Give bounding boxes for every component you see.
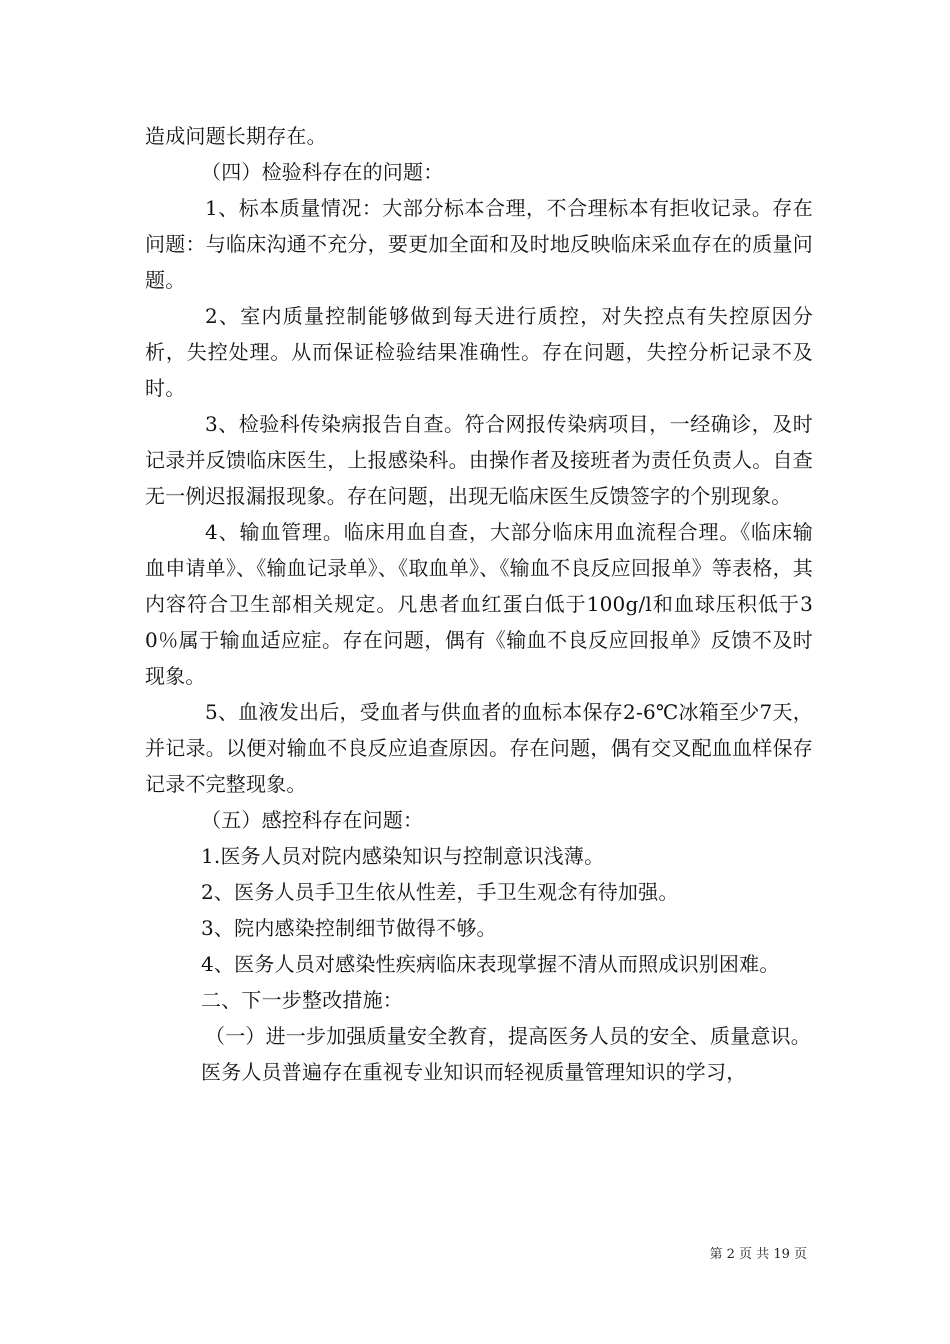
paragraph-next-steps-1: （一）进一步加强质量安全教育，提高医务人员的安全、质量意识。 (205, 1024, 811, 1048)
paragraph-lab-5: 5、血液发出后，受血者与供血者的血标本保存2-6℃冰箱至少7天，并记录。以便对输血不良反应追查原因。存在问题，偶有交叉配血血样保存记录不完整现象。 (145, 700, 813, 796)
paragraph-infection-4: 4、医务人员对感染性疾病临床表现掌握不清从而照成识别困难。 (201, 952, 780, 976)
paragraph-infection-1: 1.医务人员对院内感染知识与控制意识浅薄。 (201, 844, 605, 868)
paragraph-lab-3: 3、检验科传染病报告自查。符合网报传染病项目，一经确诊，及时记录并反馈临床医生，上报感染科。由操作者及接班者为责任负责人。自查无一例迟报漏报现象。存在问题，出现无临床医生反馈签字的个别现象。 (145, 412, 813, 508)
section-heading-lab: （四）检验科存在的问题： (201, 160, 444, 184)
section-heading-next-steps: 二、下一步整改措施： (201, 988, 403, 1012)
section-heading-infection-control: （五）感控科存在问题： (201, 808, 424, 832)
paragraph-infection-3: 3、院内感染控制细节做得不够。 (201, 916, 497, 940)
paragraph-infection-2: 2、医务人员手卫生依从性差，手卫生观念有待加强。 (201, 880, 679, 904)
paragraph-continuation: 造成问题长期存在。 (145, 124, 327, 148)
paragraph-lab-2: 2、室内质量控制能够做到每天进行质控，对失控点有失控原因分析，失控处理。从而保证检验结果准确性。存在问题，失控分析记录不及时。 (145, 304, 813, 400)
page-number-footer: 第 2 页 共 19 页 (709, 1247, 807, 1262)
paragraph-lab-4: 4、输血管理。临床用血自查，大部分临床用血流程合理。《临床输血申请单》、《输血记录单》、《取血单》、《输血不良反应回报单》等表格，其内容符合卫生部相关规定。凡患者血红蛋白低于100g/l和血球压积低于30％属于输血适应症。存在问题，偶有《输血不良反应回报单》反馈不及时现象。 (145, 520, 813, 688)
paragraph-next-steps-body: 医务人员普遍存在重视专业知识而轻视质量管理知识的学习， (201, 1060, 747, 1084)
document-body (145, 118, 813, 1090)
paragraph-lab-1: 1、标本质量情况：大部分标本合理，不合理标本有拒收记录。存在问题：与临床沟通不充分，要更加全面和及时地反映临床采血存在的质量问题。 (145, 196, 813, 292)
